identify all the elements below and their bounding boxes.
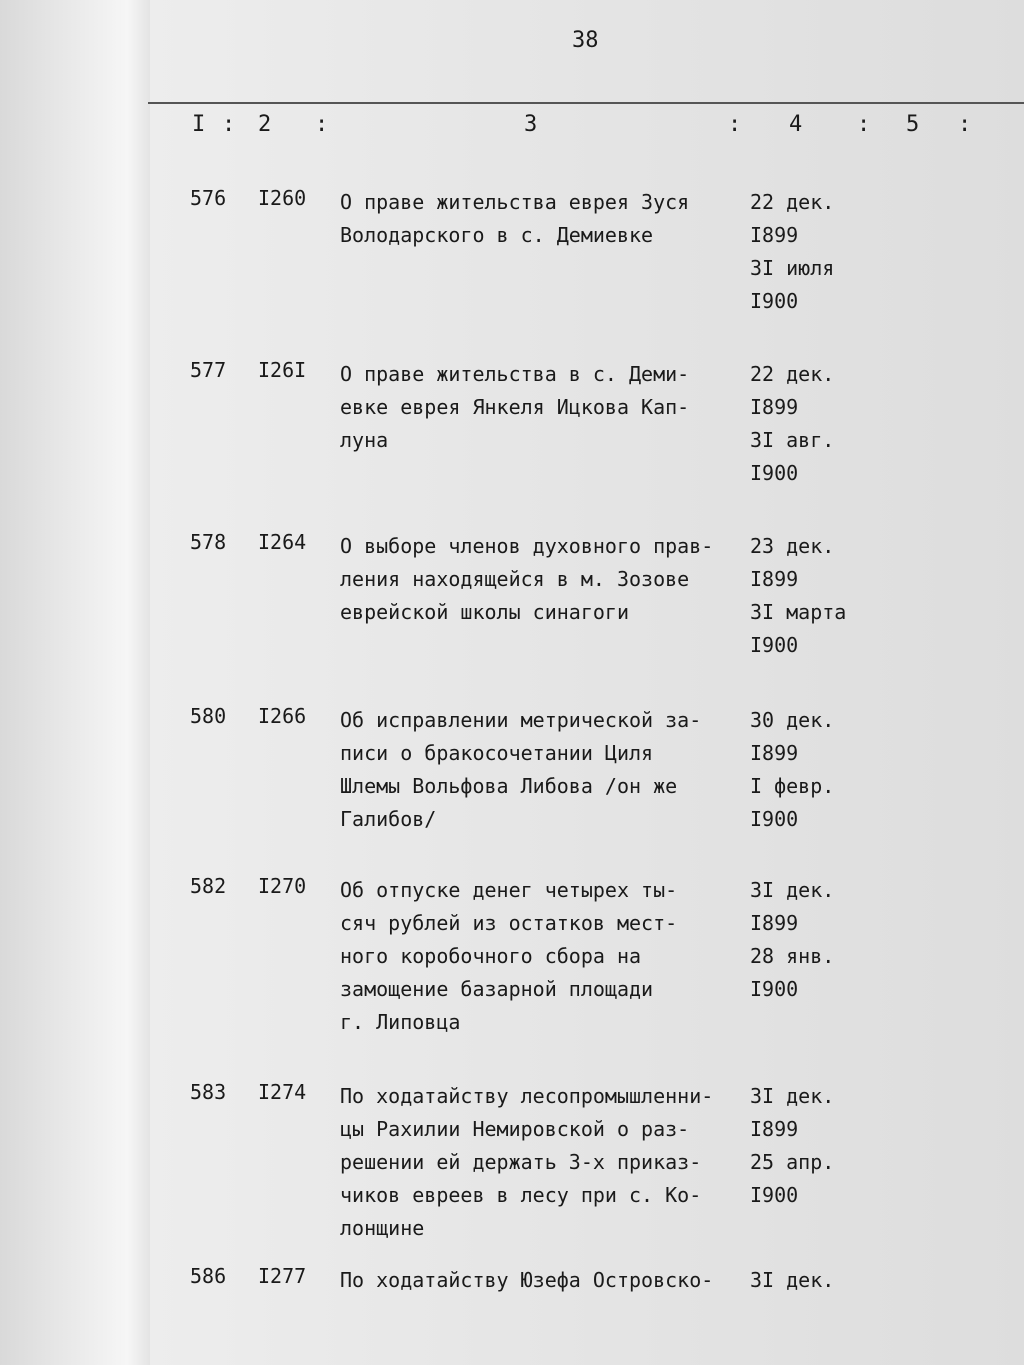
date-line: I899 <box>750 741 799 765</box>
entry-file-code: I264 <box>258 530 307 554</box>
book-binding-shadow <box>0 0 150 1365</box>
description-line: решении ей держать 3-х приказ- <box>340 1150 702 1174</box>
entry-file-code: I270 <box>258 874 307 898</box>
entry-number: 576 <box>190 186 227 210</box>
column-separator: : <box>857 112 871 137</box>
description-line: ления находящейся в м. Зозове <box>340 567 690 591</box>
description-line: Галибов/ <box>340 807 437 831</box>
header-rule <box>148 102 1024 104</box>
description-line: цы Рахилии Немировской о раз- <box>340 1117 690 1141</box>
entry-number: 586 <box>190 1264 227 1288</box>
entry-description <box>340 186 760 252</box>
date-line: 3I дек. <box>750 878 835 902</box>
column-header-2: 2 <box>258 112 272 137</box>
date-line: I900 <box>750 977 799 1001</box>
description-line: луна <box>340 428 389 452</box>
date-line: I900 <box>750 1183 799 1207</box>
description-line: Шлемы Вольфова Либова /он же <box>340 774 678 798</box>
description-line: По ходатайству лесопромышленни- <box>340 1084 714 1108</box>
entry-dates <box>750 1080 880 1212</box>
description-line: еврейской школы синагоги <box>340 600 629 624</box>
date-line: I899 <box>750 395 799 419</box>
description-line: Володарского в с. Демиевке <box>340 223 654 247</box>
description-line: Об исправлении метрической за- <box>340 708 702 732</box>
description-line: О выборе членов духовного прав- <box>340 534 714 558</box>
date-line: I899 <box>750 223 799 247</box>
entry-number: 583 <box>190 1080 227 1104</box>
entry-dates <box>750 704 880 836</box>
description-line: замощение базарной площади <box>340 977 654 1001</box>
column-header-1: I <box>192 112 206 137</box>
entry-number: 578 <box>190 530 227 554</box>
entry-file-code: I26I <box>258 358 307 382</box>
entry-description <box>340 874 760 1039</box>
date-line: I февр. <box>750 774 835 798</box>
date-line: 3I дек. <box>750 1084 835 1108</box>
date-line: 23 дек. <box>750 534 835 558</box>
entry-description <box>340 530 760 629</box>
column-header-3: 3 <box>524 112 538 137</box>
entry-number: 577 <box>190 358 227 382</box>
date-line: 3I авг. <box>750 428 835 452</box>
date-line: 3I дек. <box>750 1268 835 1292</box>
description-line: г. Липовца <box>340 1010 461 1034</box>
entry-description <box>340 358 760 457</box>
date-line: I900 <box>750 807 799 831</box>
date-line: I899 <box>750 567 799 591</box>
description-line: ного коробочного сбора на <box>340 944 642 968</box>
column-separator: : <box>315 112 329 137</box>
entry-file-code: I274 <box>258 1080 307 1104</box>
date-line: 3I июля <box>750 256 835 280</box>
date-line: 3I марта <box>750 600 847 624</box>
entry-dates <box>750 874 880 1006</box>
description-line: лонщине <box>340 1216 425 1240</box>
date-line: I899 <box>750 911 799 935</box>
description-line: О праве жительства еврея Зуся <box>340 190 690 214</box>
entry-file-code: I277 <box>258 1264 307 1288</box>
entry-number: 582 <box>190 874 227 898</box>
entry-file-code: I260 <box>258 186 307 210</box>
date-line: 28 янв. <box>750 944 835 968</box>
column-separator: : <box>222 112 236 137</box>
description-line: писи о бракосочетании Циля <box>340 741 654 765</box>
entry-number: 580 <box>190 704 227 728</box>
column-header-row <box>0 112 1024 146</box>
entry-dates <box>750 186 880 318</box>
description-line: О праве жительства в с. Деми- <box>340 362 690 386</box>
date-line: 30 дек. <box>750 708 835 732</box>
description-line: Об отпуске денег четырех ты- <box>340 878 678 902</box>
column-separator: : <box>958 112 972 137</box>
entry-dates <box>750 358 880 490</box>
entry-dates <box>750 1264 880 1297</box>
entry-description <box>340 1264 760 1297</box>
entry-file-code: I266 <box>258 704 307 728</box>
date-line: 22 дек. <box>750 362 835 386</box>
date-line: 25 апр. <box>750 1150 835 1174</box>
entry-description <box>340 1080 760 1245</box>
column-header-4: 4 <box>789 112 803 137</box>
description-line: евке еврея Янкеля Ицкова Кап- <box>340 395 690 419</box>
description-line: чиков евреев в лесу при с. Ко- <box>340 1183 702 1207</box>
page-number: 38 <box>572 28 599 53</box>
description-line: По ходатайству Юзефа Островско- <box>340 1268 714 1292</box>
date-line: 22 дек. <box>750 190 835 214</box>
column-separator: : <box>728 112 742 137</box>
date-line: I900 <box>750 289 799 313</box>
entry-dates <box>750 530 880 662</box>
column-header-5: 5 <box>906 112 920 137</box>
date-line: I900 <box>750 633 799 657</box>
description-line: сяч рублей из остатков мест- <box>340 911 678 935</box>
date-line: I899 <box>750 1117 799 1141</box>
date-line: I900 <box>750 461 799 485</box>
entry-description <box>340 704 760 836</box>
